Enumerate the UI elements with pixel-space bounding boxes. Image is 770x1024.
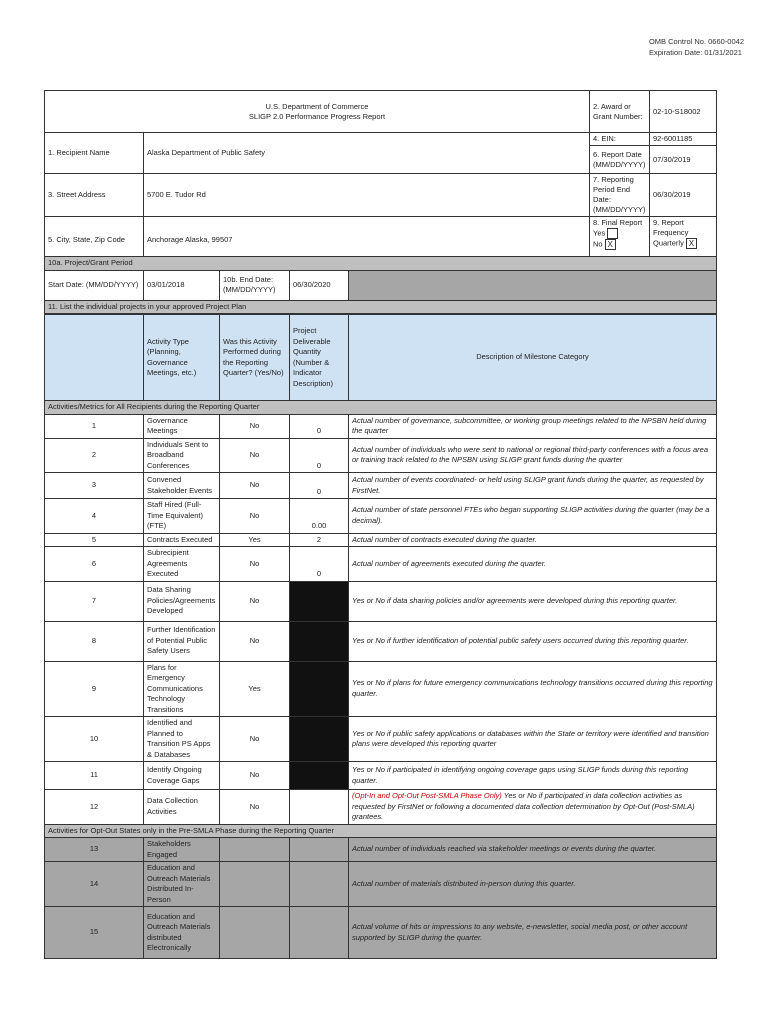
row-description-note: (Opt-In and Opt-Out Post-SMLA Phase Only) (352, 791, 502, 800)
col-performed-header: Was this Activity Performed during the Reporting Quarter? (Yes/No) (220, 315, 290, 401)
row-description-text: Actual number of events coordinated- or held using SLIGP grant funds during the quarter, as requested by FirstNet. (352, 475, 704, 495)
row-number: 8 (45, 621, 144, 661)
row-activity: Staff Hired (Full-Time Equivalent)(FTE) (144, 499, 220, 534)
section-opt-out: Activities for Opt-Out States only in the Pre-SMLA Phase during the Reporting Quarter (45, 824, 717, 838)
col-number-header (45, 315, 144, 401)
table-row (45, 547, 717, 582)
row-performed[interactable]: No (220, 414, 290, 438)
table-row (45, 621, 717, 661)
row-description (349, 717, 717, 762)
start-value[interactable]: 03/01/2018 (144, 270, 220, 300)
row-number: 2 (45, 438, 144, 473)
row-activity: Convened Stakeholder Events (144, 473, 220, 499)
row-quantity[interactable]: 0.00 (290, 499, 349, 534)
row-description (349, 547, 717, 582)
award-label: 2. Award or Grant Number: (590, 91, 650, 133)
row-quantity (290, 661, 349, 717)
frequency-value: Quarterly (653, 238, 684, 248)
award-value[interactable]: 02-10-S18002 (650, 91, 717, 133)
row-activity: Subrecipient Agreements Executed (144, 547, 220, 582)
street-label: 3. Street Address (45, 174, 144, 217)
row-quantity[interactable]: 0 (290, 438, 349, 473)
row-description-text: Actual number of state personnel FTEs who began supporting SLIGP activities during the quarter (may be a decimal). (352, 505, 710, 525)
city-label: 5. City, State, Zip Code (45, 217, 144, 263)
header-form (44, 90, 717, 263)
row-number: 11 (45, 762, 144, 790)
row-number: 1 (45, 414, 144, 438)
city-value[interactable]: Anchorage Alaska, 99507 (144, 217, 590, 263)
row-quantity[interactable] (290, 790, 349, 825)
row-description (349, 762, 717, 790)
row-quantity[interactable]: 0 (290, 547, 349, 582)
row-quantity (290, 717, 349, 762)
final-yes-checkbox[interactable] (607, 228, 618, 239)
row-number: 9 (45, 661, 144, 717)
row-number: 12 (45, 790, 144, 825)
col-activity-header: Activity Type (Planning, Governance Meetings, etc.) (144, 315, 220, 401)
reporting-period-value[interactable]: 06/30/2019 (650, 174, 717, 217)
omb-expiration: Expiration Date: 01/31/2021 (648, 48, 742, 57)
recipient-name-label: 1. Recipient Name (45, 133, 144, 174)
row-description (349, 473, 717, 499)
table-row (45, 862, 717, 907)
form-title (45, 91, 590, 133)
frequency-checkbox[interactable]: X (686, 238, 697, 249)
row-quantity (290, 581, 349, 621)
table-row (45, 762, 717, 790)
final-yes-label: Yes (593, 228, 606, 238)
row-quantity[interactable]: 2 (290, 533, 349, 547)
dept-name: U.S. Department of Commerce (265, 101, 369, 111)
row-performed[interactable]: No (220, 762, 290, 790)
row-performed (220, 838, 290, 862)
row-activity: Governance Meetings (144, 414, 220, 438)
row-description-text: Yes or No if public safety applications or databases within the State or territory were identified and transition plans were developed this reporting quarter (352, 728, 709, 748)
section-all-recipients: Activities/Metrics for All Recipients during the Reporting Quarter (45, 401, 717, 415)
row-activity: Education and Outreach Materials distributed Electronically (144, 907, 220, 959)
row-performed (220, 907, 290, 959)
row-performed[interactable]: Yes (220, 661, 290, 717)
row-quantity (290, 838, 349, 862)
row-description-text: Actual number of individuals who were sent to national or regional third-party conferences with a focus area or training track related to the NPSBN using SLIGP grant funds during the quarter (352, 444, 709, 465)
row-number: 3 (45, 473, 144, 499)
row-performed[interactable]: No (220, 547, 290, 582)
row-quantity[interactable]: 0 (290, 473, 349, 499)
row-quantity (290, 621, 349, 661)
col-description-header: Description of Milestone Category (349, 315, 717, 401)
table-row (45, 581, 717, 621)
report-date-label: 6. Report Date (MM/DD/YYYY) (590, 146, 650, 174)
row-number: 13 (45, 838, 144, 862)
row-description (349, 581, 717, 621)
table-row (45, 790, 717, 825)
table-row (45, 438, 717, 473)
table-row (45, 473, 717, 499)
ein-label: 4. EIN: (590, 133, 650, 146)
row-performed[interactable]: No (220, 581, 290, 621)
final-report-label: 8. Final Report (593, 218, 643, 227)
row-activity: Contracts Executed (144, 533, 220, 547)
row-performed[interactable]: No (220, 621, 290, 661)
activity-table (44, 314, 717, 959)
row-activity: Data Sharing Policies/Agreements Developed (144, 581, 220, 621)
row-description: Actual number of individuals reached via stakeholder meetings or events during the quarter. (349, 838, 717, 862)
projects-title: 11. List the individual projects in your approved Project Plan (45, 300, 717, 314)
row-performed[interactable]: No (220, 499, 290, 534)
table-row (45, 838, 717, 862)
row-number: 15 (45, 907, 144, 959)
row-performed[interactable]: Yes (220, 533, 290, 547)
row-quantity (290, 762, 349, 790)
table-row (45, 661, 717, 717)
period-table (44, 256, 717, 314)
report-name: SLIGP 2.0 Performance Progress Report (248, 111, 386, 121)
period-filler (349, 270, 717, 300)
omb-block (649, 36, 744, 58)
row-performed[interactable]: No (220, 473, 290, 499)
row-description (349, 621, 717, 661)
row-number: 7 (45, 581, 144, 621)
row-activity: Plans for Emergency Communications Technology Transitions (144, 661, 220, 717)
row-activity: Education and Outreach Materials Distributed In-Person (144, 862, 220, 907)
final-no-label: No (593, 239, 603, 249)
row-description: Actual number of materials distributed in-person during this quarter. (349, 862, 717, 907)
row-quantity[interactable]: 0 (290, 414, 349, 438)
row-activity: Identified and Planned to Transition PS Apps & Databases (144, 717, 220, 762)
row-number: 10 (45, 717, 144, 762)
row-description (349, 790, 717, 825)
row-description (349, 414, 717, 438)
row-description-text: Actual number of governance, subcommittee, or working group meetings related to the NPSBN held during the quarter (352, 415, 707, 435)
row-description-text: Yes or No if further identification of potential public safety users occurred during this reporting quarter. (352, 635, 689, 645)
row-activity: Individuals Sent to Broadband Conferences (144, 438, 220, 473)
row-description (349, 499, 717, 534)
row-number: 5 (45, 533, 144, 547)
reporting-period-label: 7. Reporting Period End Date: (MM/DD/YYYY) (590, 174, 650, 217)
row-description-text: Yes or No if data sharing policies and/or agreements were developed during this reporting quarter. (352, 595, 678, 605)
report-date-value[interactable]: 07/30/2019 (650, 146, 717, 174)
row-quantity (290, 907, 349, 959)
start-label: Start Date: (MM/DD/YYYY) (45, 270, 144, 300)
row-performed[interactable]: No (220, 717, 290, 762)
row-description-text: Actual number of agreements executed during the quarter. (352, 558, 547, 568)
row-description (349, 661, 717, 717)
table-row (45, 907, 717, 959)
frequency-label: 9. Report Frequency (653, 218, 689, 237)
row-performed (220, 862, 290, 907)
row-description-text: Actual number of contracts executed during the quarter. (352, 534, 537, 544)
row-description-text: Yes or No if participated in identifying ongoing coverage gaps using SLIGP funds during this reporting quarter. (352, 765, 689, 785)
table-row (45, 414, 717, 438)
row-activity: Data Collection Activities (144, 790, 220, 825)
end-value[interactable]: 06/30/2020 (290, 270, 349, 300)
period-title: 10a. Project/Grant Period (45, 257, 717, 271)
row-number: 4 (45, 499, 144, 534)
table-row (45, 499, 717, 534)
row-activity: Further Identification of Potential Public Safety Users (144, 621, 220, 661)
street-value[interactable]: 5700 E. Tudor Rd (144, 174, 590, 217)
row-quantity (290, 862, 349, 907)
final-no-checkbox[interactable]: X (605, 239, 616, 250)
row-performed[interactable]: No (220, 790, 290, 825)
row-description: Actual volume of hits or impressions to any website, e-newsletter, social media post, or other account supported by SLIGP during the quarter. (349, 907, 717, 959)
row-description-text: Yes or No if plans for future emergency communications technology transitions occurred during this reporting quarter. (352, 678, 713, 698)
row-description (349, 438, 717, 473)
row-number: 6 (45, 547, 144, 582)
ein-value[interactable]: 92-6001185 (650, 133, 717, 146)
row-performed[interactable]: No (220, 438, 290, 473)
row-description-text: Yes or No if participated in data collection activities as requested by FirstNet or following a documented data collection determination by Opt-Out (Post-SMLA) grantees. (352, 791, 695, 821)
row-number: 14 (45, 862, 144, 907)
omb-control: OMB Control No. 0660-0042 (648, 37, 744, 46)
recipient-name-value[interactable]: Alaska Department of Public Safety (144, 133, 590, 174)
table-row (45, 533, 717, 547)
end-label: 10b. End Date: (MM/DD/YYYY) (220, 270, 290, 300)
row-activity: Stakeholders Engaged (144, 838, 220, 862)
table-row (45, 717, 717, 762)
row-description (349, 533, 717, 547)
col-deliverable-header: Project Deliverable Quantity (Number & Indicator Description) (290, 315, 349, 401)
row-activity: Identify Ongoing Coverage Gaps (144, 762, 220, 790)
